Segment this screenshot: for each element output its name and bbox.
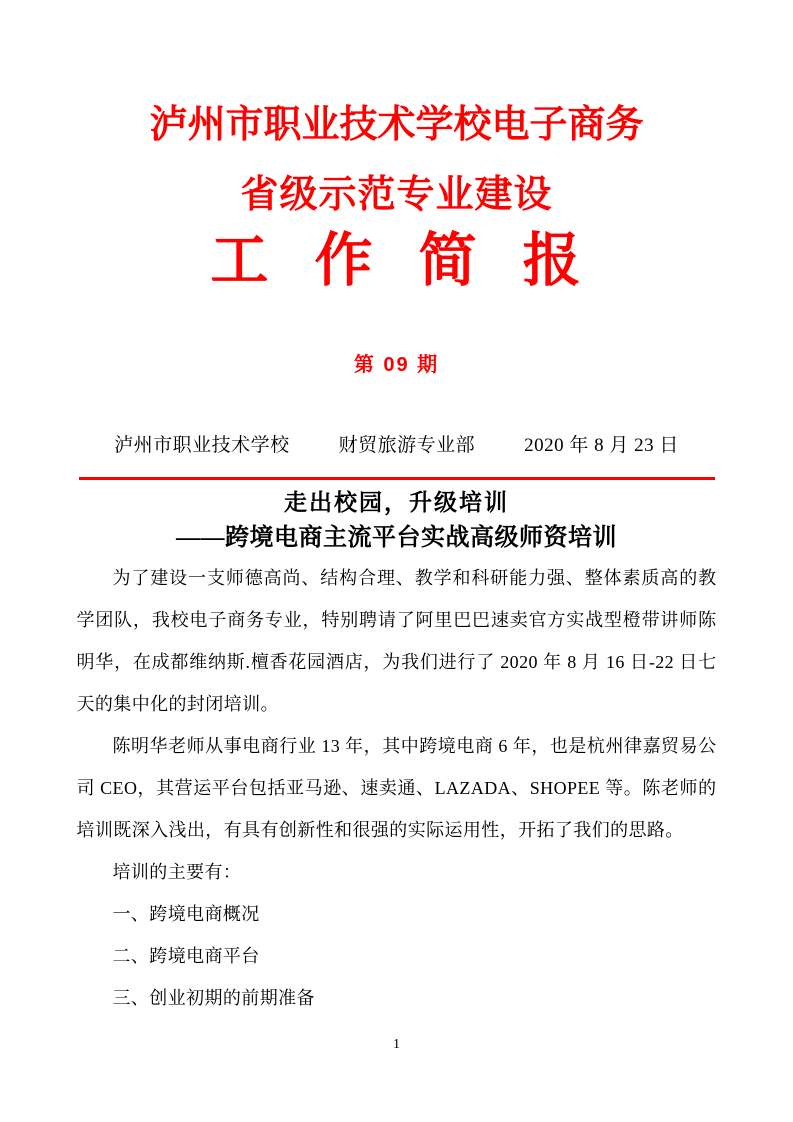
paragraph-trainer-background: 陈明华老师从事电商行业 13 年，其中跨境电商 6 年，也是杭州律嘉贸易公司 CEO，其营运平台包括亚马逊、速卖通、LAZADA、SHOPEE 等。陈老师的培训既深入浅出，有具有创新性和很强的实际运用性，开拓了我们的思路。 xyxy=(76,736,717,840)
paragraph-block xyxy=(77,557,717,1019)
list-item-3: 三、创业初期的前期准备 xyxy=(112,988,315,1008)
article-body xyxy=(77,491,717,1019)
list-item-1: 一、跨境电商概况 xyxy=(112,904,260,924)
paragraph-intro: 为了建设一支师德高尚、结构合理、教学和科研能力强、整体素质高的教学团队，我校电子商务专业，特别聘请了阿里巴巴速卖官方实战型橙带讲师陈明华，在成都维纳斯.檀香花园酒店，为我们进行了 2020 年 8 月 16 日-22 日七天的集中化的封闭培训。 xyxy=(76,568,717,714)
paragraph-list-lead-in: 培训的主要有： xyxy=(112,862,242,882)
article-title: 走出校园，升级培训 xyxy=(284,490,509,515)
masthead-title-line3: 工 作 简 报 xyxy=(210,228,583,293)
page-number: 1 xyxy=(393,1037,400,1052)
masthead-title-line2: 省级示范专业建设 xyxy=(240,174,553,216)
publish-date: 2020 年 8 月 23 日 xyxy=(524,435,679,456)
publisher-department: 财贸旅游专业部 xyxy=(338,435,476,456)
red-divider-rule xyxy=(79,477,715,480)
issue-number: 第 09 期 xyxy=(353,354,440,376)
article-subtitle: ——跨境电商主流平台实战高级师资培训 xyxy=(176,525,617,551)
publisher-school: 泸州市职业技术学校 xyxy=(114,435,290,456)
publisher-info-line xyxy=(77,436,717,455)
list-item-2: 二、跨境电商平台 xyxy=(112,946,260,966)
masthead xyxy=(0,106,793,480)
masthead-title-line1: 泸州市职业技术学校电子商务 xyxy=(149,104,644,146)
